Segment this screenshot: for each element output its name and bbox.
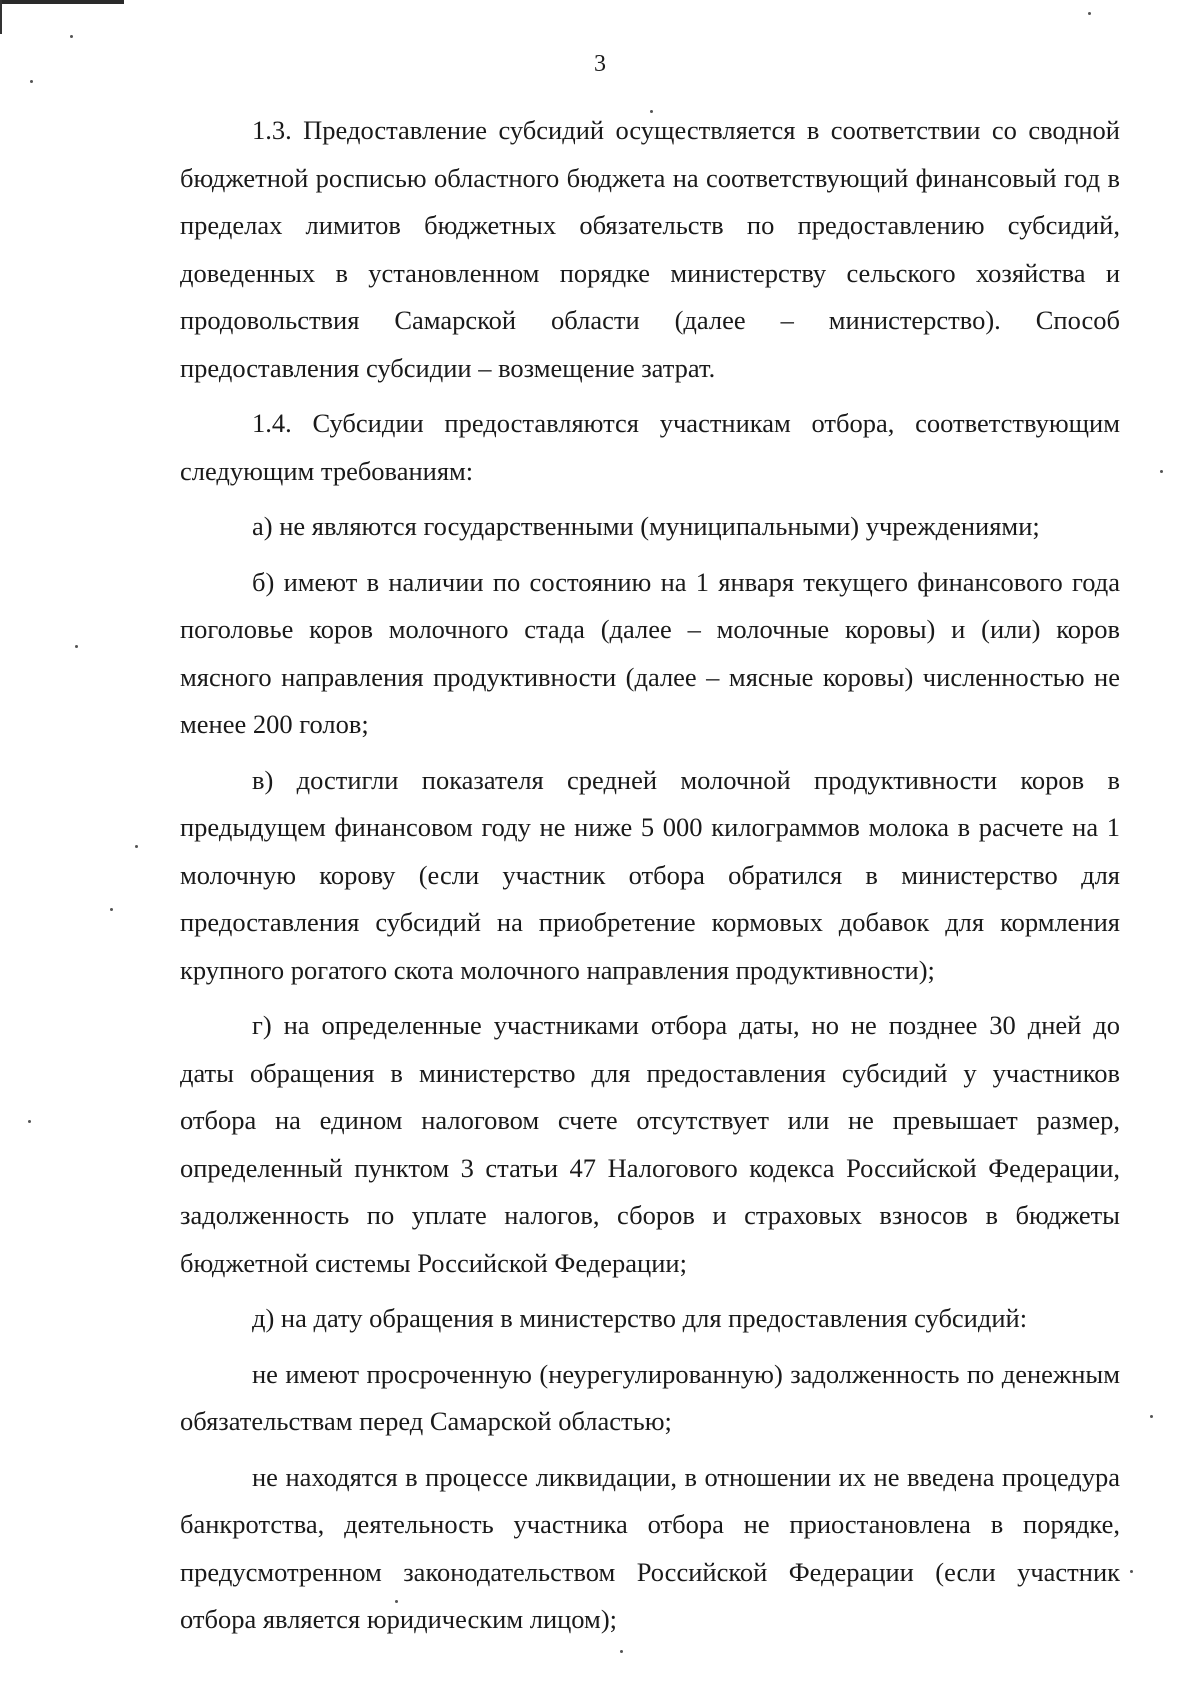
list-item-v: в) достигли показателя средней молочной продуктивности коров в предыдущем финансовом году не ниже 5 000 килограммов молока в расчете на 1 молочную корову (если участник отбора обратился в министерство для предоставления субсидий на приобретение кормовых добавок для кормления крупного рогатого скота молочного направления продуктивности);: [180, 764, 1120, 985]
scan-speck: [28, 1120, 31, 1123]
paragraph-1-3: 1.3. Предоставление субсидий осуществляется в соответствии со сводной бюджетной росписью областного бюджета на соответствующий финансовый год в пределах лимитов бюджетных обязательств по предоставлению субсидий, доведенных в установленном порядке министерству сельского хозяйства и продовольствия Самарской области (далее – министерство). Способ предоставления субсидии – возмещение затрат.: [180, 115, 1120, 383]
scan-speck: [1150, 1415, 1153, 1418]
scan-speck: [110, 908, 113, 911]
scan-speck: [30, 80, 33, 83]
list-item-g: г) на определенные участниками отбора даты, но не позднее 30 дней до даты обращения в министерство для предоставления субсидий у участников отбора на едином налоговом счете отсутствует или не превышает размер, определенный пунктом 3 статьи 47 Налогового кодекса Российской Федерации, задолженность по уплате налогов, сборов и страховых взносов в бюджеты бюджетной системы Российской Федерации;: [180, 1010, 1120, 1278]
scan-speck: [620, 1650, 623, 1653]
list-item-b: б) имеют в наличии по состоянию на 1 января текущего финансового года поголовье коров молочного стада (далее – молочные коровы) и (или) коров мясного направления продуктивности (далее – мясные коровы) численностью не менее 200 голов;: [180, 566, 1120, 739]
list-item-a: а) не являются государственными (муниципальными) учреждениями;: [252, 511, 1040, 541]
scan-speck: [650, 110, 653, 113]
list-item-d: д) на дату обращения в министерство для предоставления субсидий:: [252, 1303, 1028, 1333]
page-number: 3: [594, 51, 606, 77]
document-body: [180, 107, 1120, 1652]
scan-speck: [1088, 12, 1091, 15]
scan-edge-mark: [0, 0, 2, 1697]
scan-speck: [70, 35, 73, 38]
list-item-d-sub-1: не имеют просроченную (неурегулированную) задолженность по денежным обязательствам перед Самарской областью;: [180, 1358, 1120, 1436]
scan-speck: [395, 1600, 398, 1603]
scan-speck: [75, 645, 78, 648]
scan-corner-mark: [0, 0, 124, 4]
list-item-d-sub-2: не находятся в процессе ликвидации, в отношении их не введена процедура банкротства, деятельность участника отбора не приостановлена в порядке, предусмотренном законодательством Российской Федерации (если участник отбора является юридическим лицом);: [180, 1461, 1120, 1634]
scan-speck: [1160, 470, 1163, 473]
scan-speck: [1130, 1570, 1133, 1573]
paragraph-1-4: 1.4. Субсидии предоставляются участникам отбора, соответствующим следующим требованиям:: [180, 408, 1120, 486]
scan-speck: [135, 845, 138, 848]
